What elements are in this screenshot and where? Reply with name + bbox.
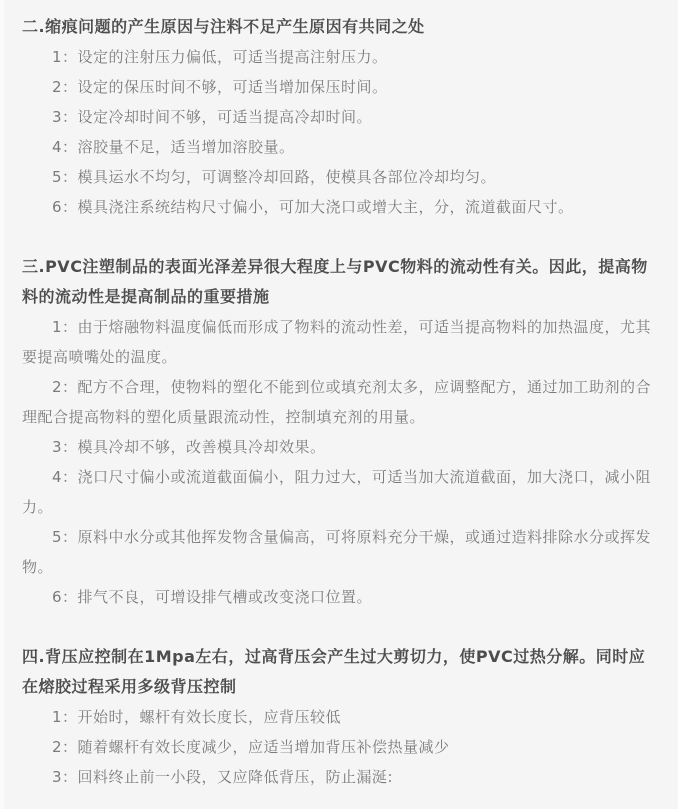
section-heading: 二.缩痕问题的产生原因与注料不足产生原因有共同之处	[22, 17, 425, 36]
numbered-item: 1：设定的注射压力偏低，可适当提高注射压力。	[52, 48, 388, 66]
section-heading: 三.PVC注塑制品的表面光泽差异很大程度上与PVC物料的流动性有关。因此，提高物料的流动性是提高制品的重要措施	[22, 257, 648, 306]
section-surface-gloss	[22, 252, 660, 612]
numbered-item: 6：模具浇注系统结构尺寸偏小，可加大浇口或增大主，分，流道截面尺寸。	[52, 198, 574, 216]
section-back-pressure	[22, 642, 660, 792]
numbered-item: 2：随着螺杆有效长度减少，应适当增加背压补偿热量减少	[52, 738, 450, 756]
numbered-item: 6：排气不良，可增设排气槽或改变浇口位置。	[52, 588, 373, 606]
numbered-item: 1：由于熔融物料温度偏低而形成了物料的流动性差，可适当提高物料的加热温度，尤其要提高喷嘴处的温度。	[22, 318, 652, 366]
numbered-item: 5：模具运水不均匀，可调整冷却回路，使模具各部位冷却均匀。	[52, 168, 497, 186]
numbered-item: 3：回料终止前一小段，又应降低背压，防止漏涎:	[52, 768, 394, 786]
numbered-item: 1：开始时，螺杆有效长度长，应背压较低	[52, 708, 342, 726]
numbered-item: 3：设定冷却时间不够，可适当提高冷却时间。	[52, 108, 373, 126]
numbered-item: 3：模具冷却不够，改善模具冷却效果。	[52, 438, 326, 456]
section-shrink-marks	[22, 12, 660, 222]
numbered-item: 2：设定的保压时间不够，可适当增加保压时间。	[52, 78, 388, 96]
numbered-item: 2：配方不合理，使物料的塑化不能到位或填充剂太多，应调整配方，通过加工助剂的合理配合提高物料的塑化质量跟流动性，控制填充剂的用量。	[22, 378, 652, 426]
numbered-item: 4：溶胶量不足，适当增加溶胶量。	[52, 138, 295, 156]
section-heading: 四.背压应控制在1Mpa左右，过高背压会产生过大剪切力，使PVC过热分解。同时应在熔胶过程采用多级背压控制	[22, 647, 646, 696]
numbered-item: 5：原料中水分或其他挥发物含量偏高，可将原料充分干燥，或通过造料排除水分或挥发物。	[22, 528, 652, 576]
numbered-item: 4：浇口尺寸偏小或流道截面偏小，阻力过大，可适当加大流道截面，加大浇口，减小阻力。	[22, 468, 652, 516]
